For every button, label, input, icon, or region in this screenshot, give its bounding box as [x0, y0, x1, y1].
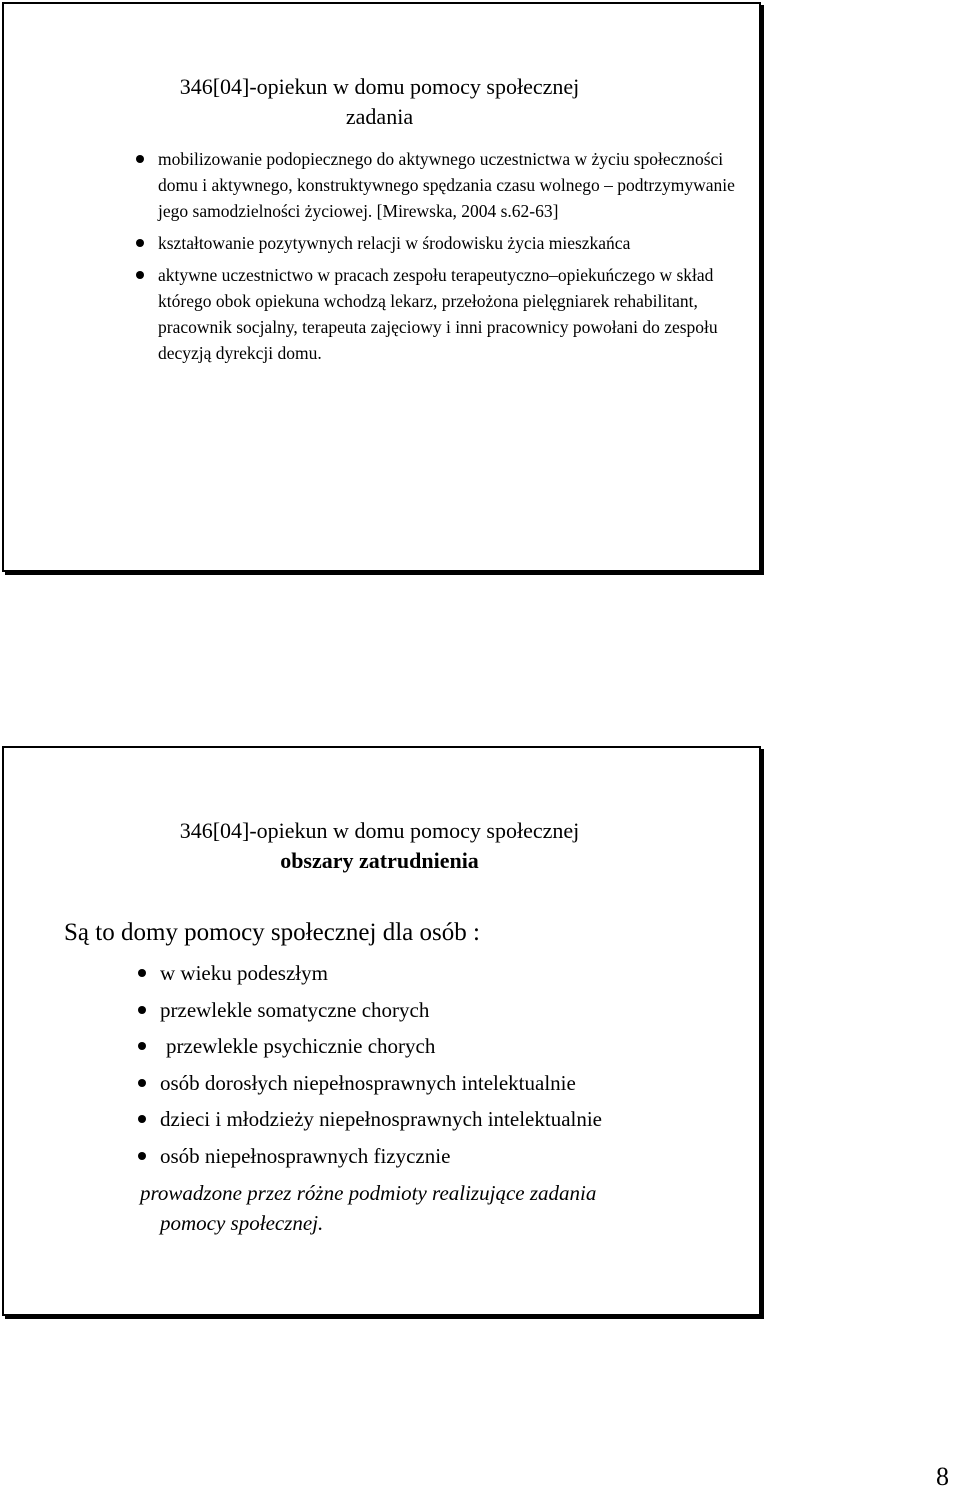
- bullet-dot-icon: [136, 155, 144, 163]
- footer-note-line2: pomocy społecznej.: [160, 1211, 324, 1235]
- list-item-text: przewlekle somatyczne chorych: [160, 997, 430, 1022]
- list-item: [160, 1101, 740, 1138]
- bullet-dot-icon: [138, 1079, 146, 1087]
- list-item-text: aktywne uczestnictwo w pracach zespołu terapeutyczno–opiekuńczego w skład którego obok opiekuna wchodzą lekarz, przełożona pielęgniarek rehabilitant, pracownik socjalny, terapeuta zajęciowy i inni pracownicy powołani do zespołu decyzją dyrekcji domu.: [158, 265, 718, 363]
- bullet-dot-icon: [136, 239, 144, 247]
- slide1-title-line2: zadania: [345, 104, 414, 129]
- list-item-text: mobilizowanie podopiecznego do aktywnego uczestnictwa w życiu społeczności domu i aktywnego, konstruktywnego spędzania czasu wolnego – podtrzymywanie jego samodzielności życiowej. [Mirewska, 2004 s.62-63]: [158, 149, 735, 221]
- bullet-dot-icon: [136, 271, 144, 279]
- bullet-dot-icon: [138, 1115, 146, 1123]
- slide1-title-line1: 346[04]-opiekun w domu pomocy społecznej: [179, 74, 580, 99]
- bullet-dot-icon: [138, 1042, 146, 1050]
- slide2-title-line2: obszary zatrudnienia: [280, 848, 479, 873]
- footer-note-line1: prowadzone przez różne podmioty realizujące zadania: [140, 1181, 597, 1205]
- list-item: [160, 955, 740, 992]
- slide2-intro: Są to domy pomocy społecznej dla osób :: [64, 919, 480, 946]
- list-item: [158, 262, 738, 366]
- list-item-text: dzieci i młodzieży niepełnosprawnych intelektualnie: [160, 1107, 603, 1131]
- list-item: [160, 1028, 740, 1065]
- list-item: [160, 1065, 740, 1102]
- slide1-bullet-list: [158, 146, 738, 372]
- list-item-text: przewlekle psychicznie chorych: [166, 1034, 436, 1058]
- bullet-dot-icon: [138, 1006, 146, 1014]
- bullet-dot-icon: [138, 1152, 146, 1160]
- list-item: [158, 230, 738, 256]
- slide1-title: [0, 72, 759, 132]
- slide2-title-line1: 346[04]-opiekun w domu pomocy społecznej: [179, 818, 580, 843]
- slide2-footer-note: [140, 1178, 596, 1238]
- list-item-text: osób dorosłych niepełnosprawnych intelektualnie: [160, 1070, 576, 1095]
- list-item: [158, 146, 738, 224]
- page-number: 8: [936, 1462, 949, 1491]
- slide2-bullet-list: [160, 955, 740, 1174]
- list-item: [160, 992, 740, 1029]
- list-item-text: w wieku podeszłym: [160, 961, 328, 985]
- list-item: [160, 1138, 740, 1175]
- list-item-text: kształtowanie pozytywnych relacji w środowisku życia mieszkańca: [158, 233, 631, 253]
- bullet-dot-icon: [138, 969, 146, 977]
- slide2-title: [0, 816, 759, 876]
- list-item-text: osób niepełnosprawnych fizycznie: [160, 1143, 451, 1168]
